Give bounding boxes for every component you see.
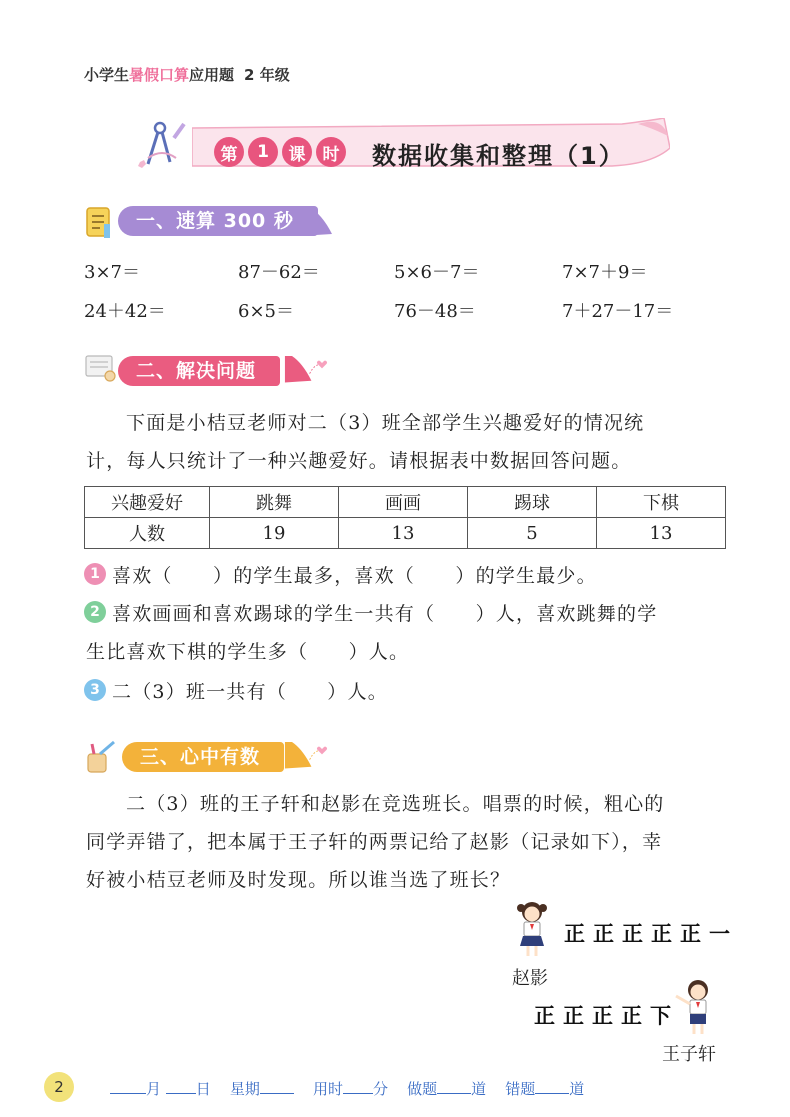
section-title-solve-problems: 二、解决问题 [118,356,280,386]
lesson-char-1: 第 [214,137,244,167]
table-header-cell: 踢球 [468,487,597,518]
grade-label: 2 年级 [244,66,290,84]
time-used-blank[interactable] [343,1078,373,1094]
question-number-3: 3 [84,679,106,701]
table-cell: 19 [210,518,339,549]
done-blank[interactable] [437,1078,471,1094]
day-blank[interactable] [166,1078,196,1094]
calc-item: 3×7＝ [84,262,140,283]
lesson-number: 1 [248,137,278,167]
calc-item: 87－62＝ [238,262,320,283]
lesson-char-4: 时 [316,137,346,167]
memo-icon [84,352,118,386]
wrong-unit: 道 [569,1080,585,1098]
wrong-label: 错题 [505,1080,536,1098]
section-title-quick-calc: 一、速算 300 秒 [118,206,318,236]
section-title-mind-math: 三、心中有数 [122,742,284,772]
calc-item: 6×5＝ [238,301,294,322]
done-unit: 道 [471,1080,487,1098]
tally-zhao-ying: 正正正正正一 [564,922,738,946]
question-1-text: 喜欢（ ）的学生最多，喜欢（ ）的学生最少。 [112,565,597,587]
pencil-cup-icon [84,740,120,774]
minutes-label: 分 [373,1080,389,1098]
time-used-label: 用时 [312,1080,343,1098]
problem3-line1: 二（3）班的王子轩和赵影在竞选班长。唱票的时候，粗心的 [126,793,665,815]
calc-item: 5×6－7＝ [394,262,480,283]
compass-icon [136,118,188,172]
question-2-text-line1: 喜欢画画和喜欢踢球的学生一共有（ ）人，喜欢跳舞的学 [112,603,658,625]
calc-item: 76－48＝ [394,301,476,322]
name-zhao-ying: 赵影 [512,968,548,989]
wrong-blank[interactable] [535,1078,569,1094]
question-3-text: 二（3）班一共有（ ）人。 [112,681,388,703]
question-number-2: 2 [84,601,106,623]
weekday-label: 星期 [229,1080,260,1098]
page-number: 2 [44,1072,74,1102]
table-cell: 13 [339,518,468,549]
calc-item: 7×7＋9＝ [562,262,648,283]
table-header-cell: 兴趣爱好 [85,487,210,518]
table-cell: 13 [597,518,726,549]
month-blank[interactable] [110,1078,146,1094]
done-label: 做题 [407,1080,438,1098]
problem3-line2: 同学弄错了，把本属于王子轩的两票记给了赵影（记录如下），幸 [86,831,663,853]
day-label: 日 [195,1080,211,1098]
table-cell: 人数 [85,518,210,549]
name-wang-zixuan: 王子轩 [662,1044,716,1065]
table-header-cell: 画画 [339,487,468,518]
lesson-char-3: 课 [282,137,312,167]
table-header-cell: 下棋 [597,487,726,518]
month-label: 月 [146,1080,162,1098]
girl-student-icon [514,900,550,960]
book-title-prefix: 小学生 [84,66,130,84]
book-title-suffix: 应用题 [189,66,235,84]
notebook-icon [84,204,114,240]
calc-item: 24＋42＝ [84,301,166,322]
heart-decoration-icon [282,742,332,772]
boy-student-icon [672,978,718,1038]
table-header-cell: 跳舞 [210,487,339,518]
hobby-table [84,486,726,549]
book-title-highlight: 暑假口算 [129,66,190,84]
heart-decoration-icon [282,356,332,386]
question-number-1: 1 [84,563,106,585]
table-header-row [85,487,726,518]
question-2-text-line2: 生比喜欢下棋的学生多（ ）人。 [86,641,410,663]
lesson-title: 数据收集和整理（1） [372,142,625,170]
weekday-blank[interactable] [260,1078,294,1094]
problem2-intro-line1: 下面是小桔豆老师对二（3）班全部学生兴趣爱好的情况统 [126,412,645,434]
table-cell: 5 [468,518,597,549]
book-title [84,64,290,85]
section-tail [300,206,334,236]
tally-wang-zixuan: 正正正正下 [534,1004,679,1028]
problem2-intro-line2: 计，每人只统计了一种兴趣爱好。请根据表中数据回答问题。 [86,450,632,472]
study-log-footer [110,1078,584,1099]
problem3-line3: 好被小桔豆老师及时发现。所以谁当选了班长？ [86,869,511,891]
table-row [85,518,726,549]
calc-item: 7＋27－17＝ [562,301,674,322]
